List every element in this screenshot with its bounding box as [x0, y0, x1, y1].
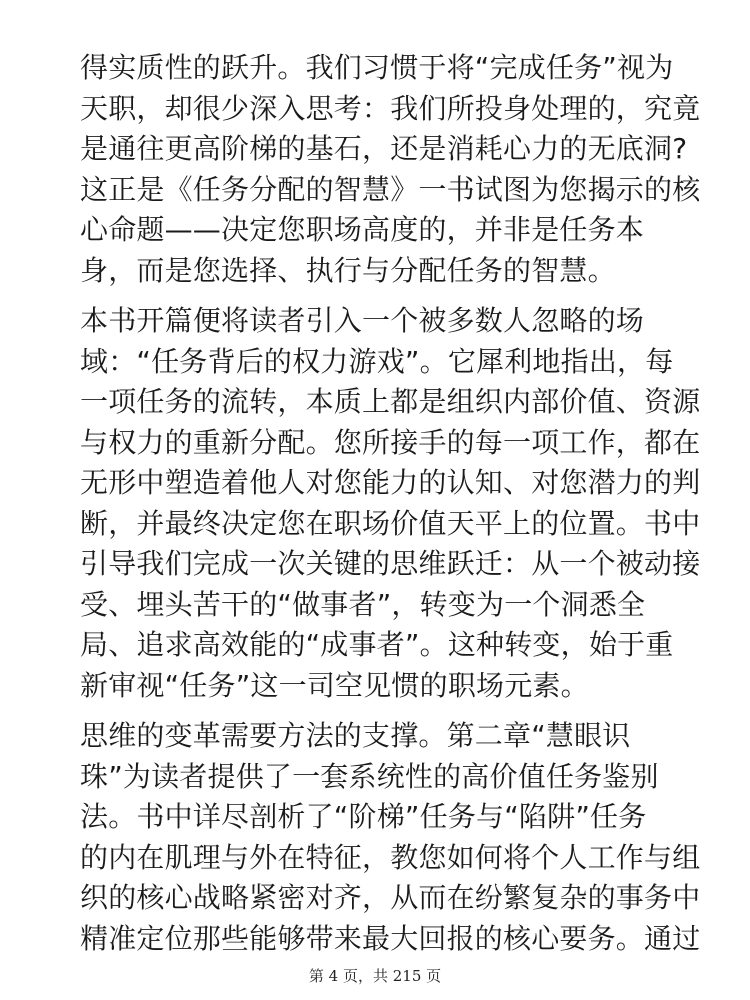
text-line: 引导我们完成一次关键的思维跃迁：从一个被动接	[80, 547, 701, 580]
text-line: 心命题——决定您职场高度的，并非是任务本	[80, 213, 645, 246]
page-footer	[0, 966, 750, 986]
text-line: 受、埋头苦干的“做事者”，转变为一个洞悉全	[80, 587, 646, 621]
text-line: 珠”为读者提供了一套系统性的高价值任务鉴别	[80, 759, 659, 793]
current-page-number: 4	[328, 967, 339, 985]
paragraph-gap	[80, 706, 672, 716]
text-line: 与权力的重新分配。您所接手的每一项工作，都在	[80, 425, 701, 459]
text-line: 精准定位那些能够带来最大回报的核心要务。通过	[80, 921, 701, 955]
text-line: 本书开篇便将读者引入一个被多数人忽略的场	[80, 304, 645, 337]
text-line: 思维的变革需要方法的支撑。第二章“慧眼识	[80, 719, 631, 752]
body-text	[80, 48, 701, 959]
text-line: 身，而是您选择、执行与分配任务的智慧。	[80, 253, 616, 287]
paragraph-gap	[80, 291, 672, 301]
text-line: 域：“任务背后的权力游戏”。它犀利地指出，每	[80, 344, 674, 378]
paragraph-1	[80, 48, 701, 291]
text-line: 新审视“任务”这一司空见惯的职场元素。	[80, 668, 589, 702]
text-line: 织的核心战略紧密对齐，从而在纷繁复杂的事务中	[80, 881, 701, 914]
text-line: 是通往更高阶梯的基石，还是消耗心力的无底洞?	[80, 132, 688, 165]
page-number-middle: 页，共	[342, 967, 388, 985]
text-line: 法。书中详尽剖析了“阶梯”任务与“陷阱”任务	[80, 800, 647, 833]
page-number-prefix: 第	[308, 967, 324, 985]
text-line: 得实质性的跃升。我们习惯于将“完成任务”视为	[80, 51, 674, 84]
text-line: 局、追求高效能的“成事者”。这种转变，始于重	[80, 628, 674, 661]
text-line: 无形中塑造着他人对您能力的认知、对您潜力的判	[80, 466, 701, 499]
paragraph-3	[80, 716, 701, 959]
text-line: 天职，却很少深入思考：我们所投身处理的，究竟	[80, 91, 701, 125]
total-page-count: 215	[392, 967, 422, 985]
page-number-suffix: 页	[426, 967, 442, 985]
text-line: 的内在肌理与外在特征，教您如何将个人工作与组	[80, 840, 701, 874]
text-line: 这正是《任务分配的智慧》一书试图为您揭示的核	[80, 172, 701, 206]
text-line: 断，并最终决定您在职场价值天平上的位置。书中	[80, 506, 701, 540]
text-line: 一项任务的流转，本质上都是组织内部价值、资源	[80, 385, 701, 418]
paragraph-2	[80, 301, 701, 706]
